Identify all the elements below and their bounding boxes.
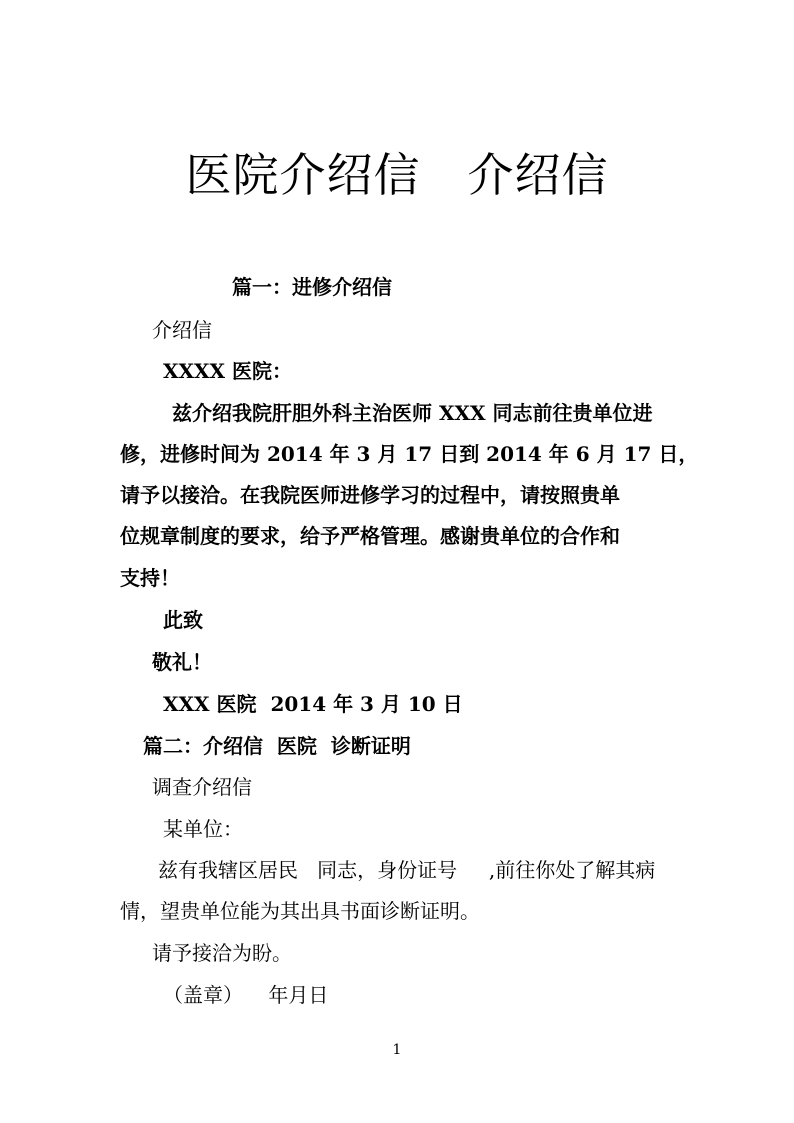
section-one-heading: 篇一：进修介绍信 xyxy=(232,275,392,299)
letter-one-signature: XXX 医院 2014 年 3 月 10 日 xyxy=(163,692,463,716)
letter-one-body-line: 修，进修时间为 2014 年 3 月 17 日到 2014 年 6 月 17 日， xyxy=(120,442,699,466)
letter-one-body-line: 位规章制度的要求，给予严格管理。感谢贵单位的合作和 xyxy=(120,524,620,548)
letter-one-recipient: XXXX 医院： xyxy=(163,359,293,383)
document-title: 医院介绍信 介绍信 xyxy=(185,148,609,202)
section-two-heading: 篇二：介绍信 医院 诊断证明 xyxy=(143,734,411,758)
letter-two-recipient: 某单位： xyxy=(163,817,243,841)
letter-one-closing-jing-li: 敬礼！ xyxy=(152,650,212,674)
page-number: 1 xyxy=(392,1042,402,1058)
letter-one-closing-ci-zhi: 此致 xyxy=(163,608,203,632)
letter-one-title: 介绍信 xyxy=(152,318,212,342)
letter-two-stamp-date: （盖章） 年月日 xyxy=(163,983,329,1007)
letter-two-body-line: 兹有我辖区居民 同志，身份证号 ,前往你处了解其病 xyxy=(158,858,656,882)
letter-two-body-line: 情，望贵单位能为其出具书面诊断证明。 xyxy=(120,899,480,923)
letter-one-body-line: 兹介绍我院肝胆外科主治医师 XXX 同志前往贵单位进 xyxy=(172,401,653,425)
letter-two-request: 请予接洽为盼。 xyxy=(152,941,292,965)
letter-two-title: 调查介绍信 xyxy=(152,775,252,799)
letter-one-body-line: 支持！ xyxy=(120,566,180,590)
letter-one-body-line: 请予以接洽。在我院医师进修学习的过程中，请按照贵单 xyxy=(120,483,620,507)
